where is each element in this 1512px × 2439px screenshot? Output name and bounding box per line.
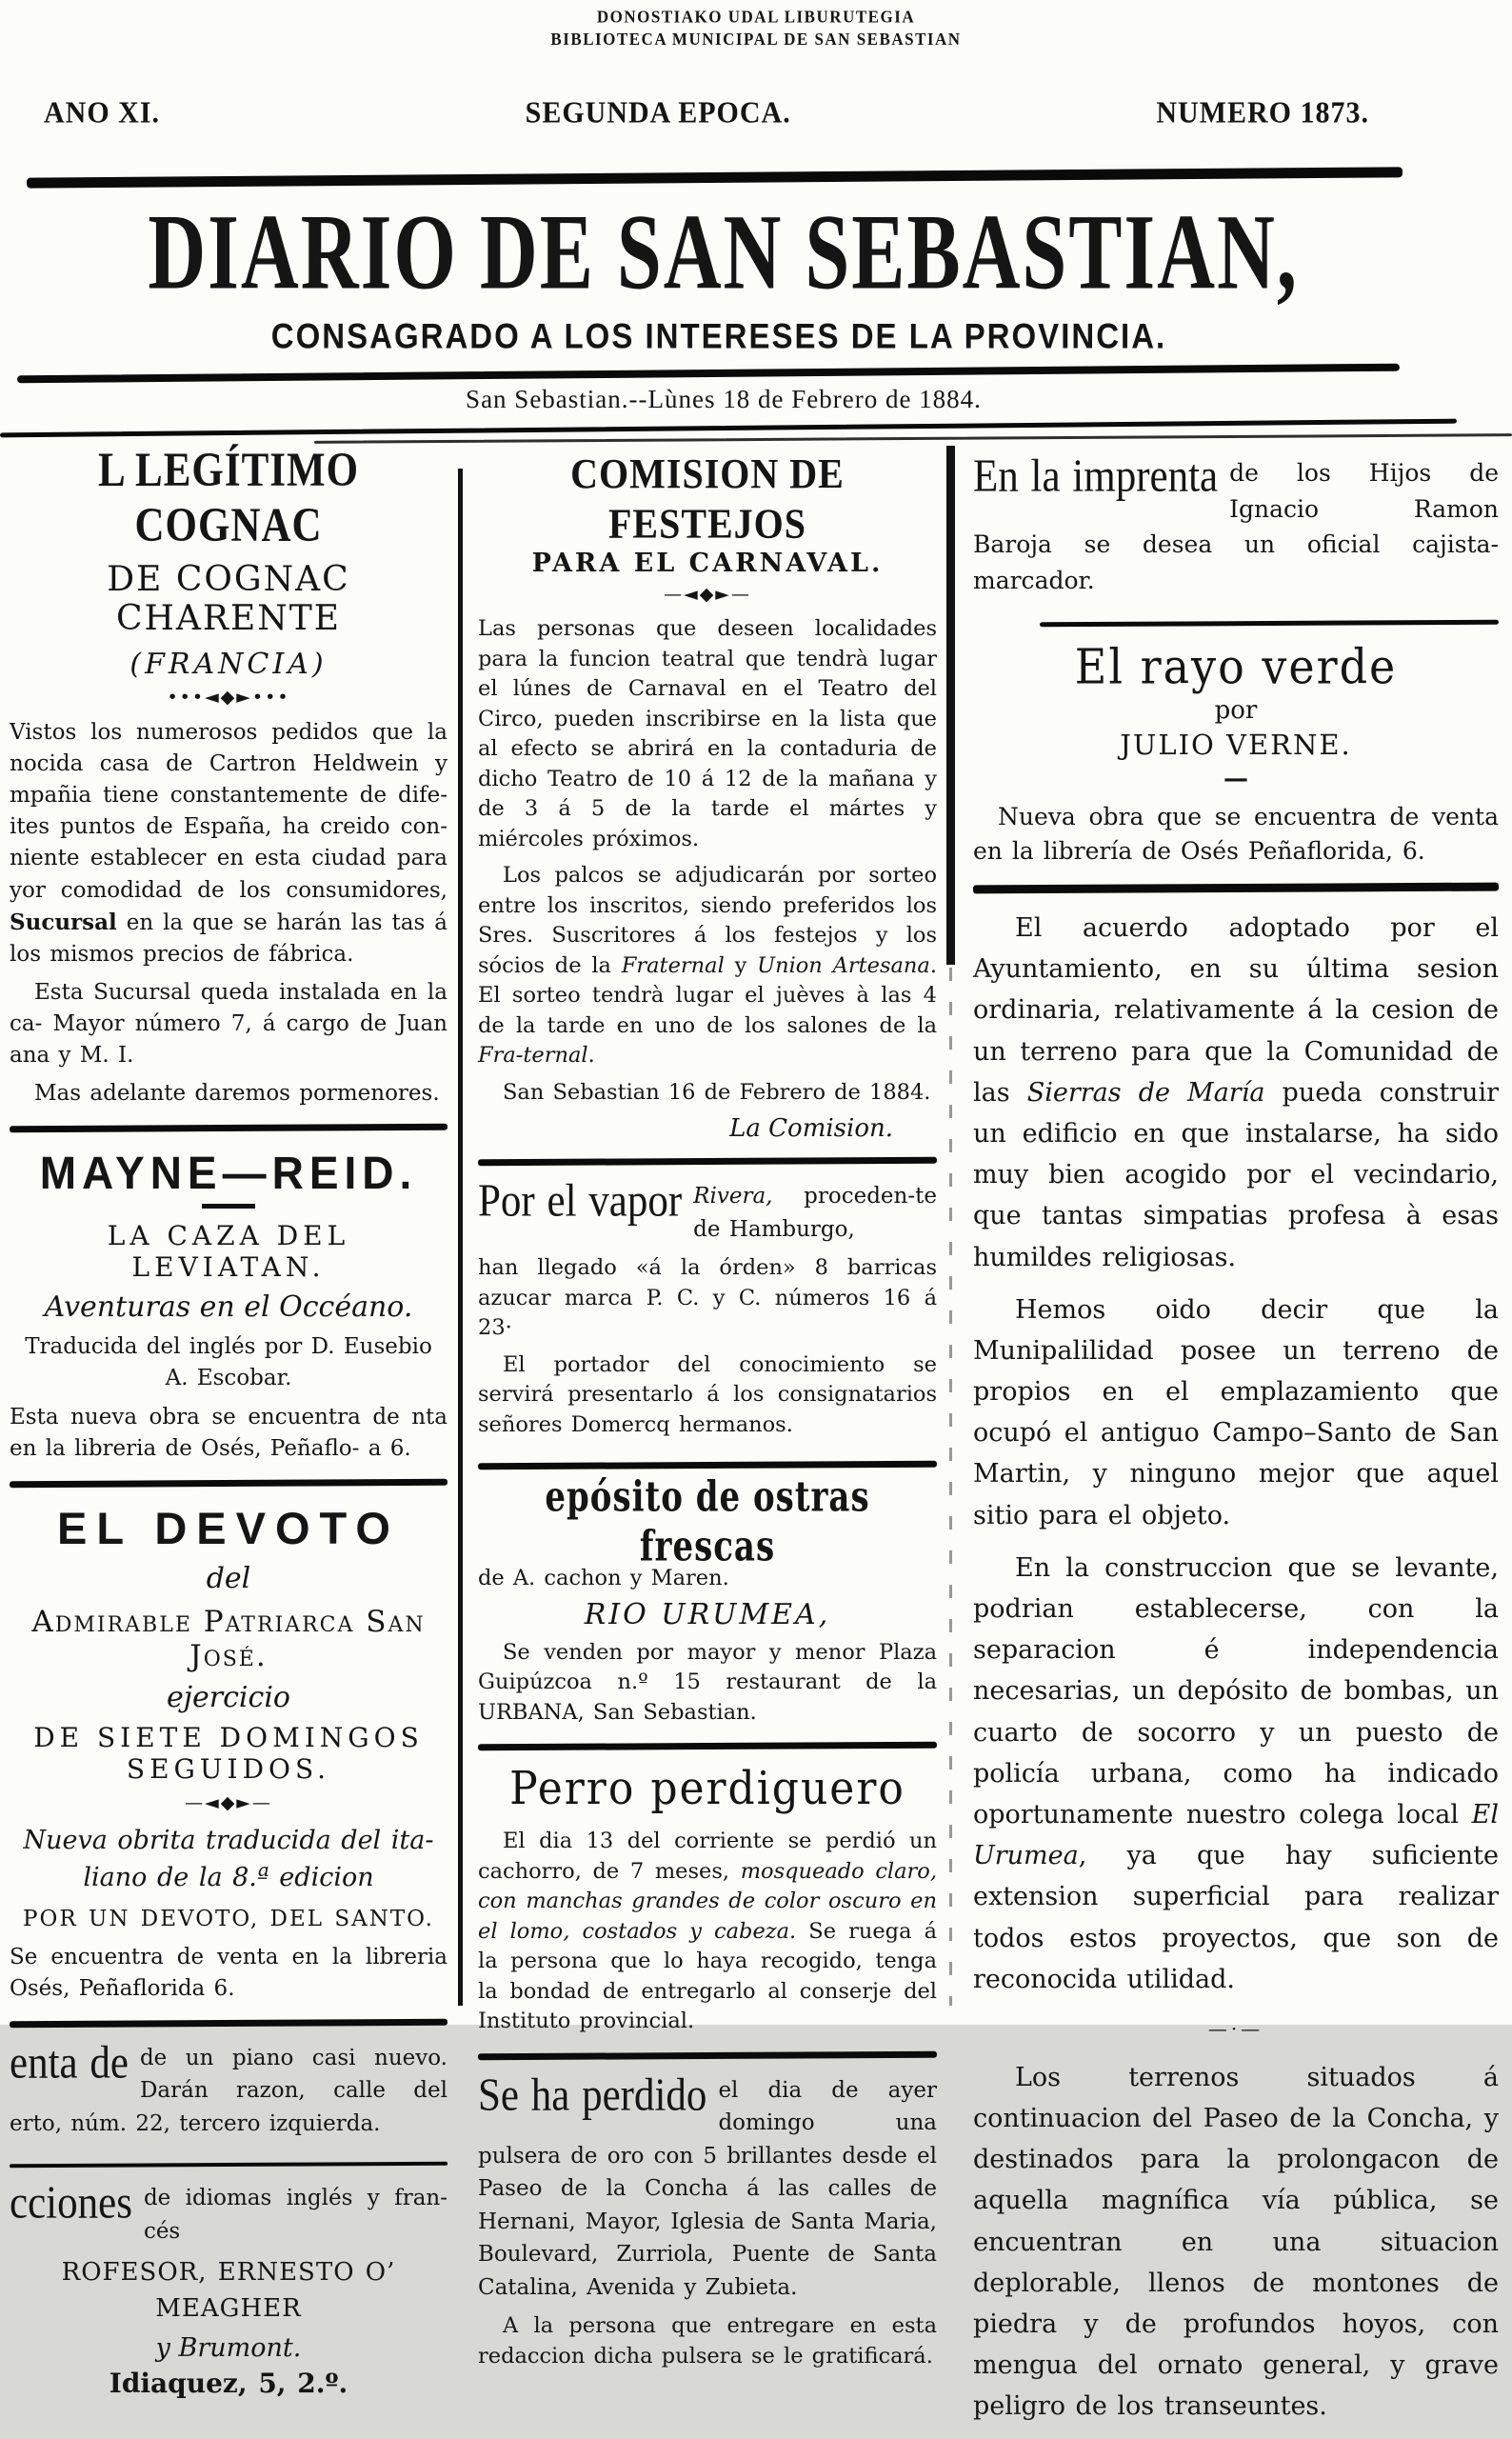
editorial-paragraph: Hemos oido decir que la Munipalilidad posee un terreno de propios en el emplazamiento que ocupó el antiguo Campo–Santo de San Martin, y ninguno mejor que aquel sitio para el objeto. [973,1294,1499,1530]
edition-epoch: SEGUNDA EPOCA. [525,96,791,130]
article-mayne-paragraph: Traducida del inglés por D. Eusebio A. Escobar. [25,1334,432,1391]
article-mayne-paragraph: Esta nueva obra se encuentra de nta en la libreria de Osés, Peñaflo- a 6. [10,1404,448,1461]
article-cognac-paragraph [10,717,448,970]
dash-divider: — [1224,765,1248,793]
middle-column [478,448,937,2378]
article-separator-rule [10,1124,448,1132]
editorial-paragraph [973,908,1499,1278]
library-stamp [0,7,1512,50]
edition-row [44,96,1369,130]
article-rayo-author: JULIO VERNE. [1120,729,1352,761]
article-vapor-paragraph: han llegado «á la órden» 8 barricas azucar marca P. C. y C. números 16 á 23· [478,1255,937,1340]
article-comision-subhead: PARA EL CARNAVAL. [531,549,884,578]
lead-in-text: cciones [10,2178,132,2229]
text-run-italic: Union Artesana [757,952,930,978]
article-imprenta-paragraph [973,451,1499,598]
text-run-bold: Sucursal [10,909,117,935]
article-mayne-headline: MAYNE—REID. [39,1147,418,1199]
article-separator-rule [10,2019,448,2028]
article-cognac-subhead: DE COGNAC CHARENTE [107,560,350,638]
text-run-italic: El Urumea [973,1799,1499,1871]
article-pulsera-paragraph: A la persona que entregare en esta redaccion dicha pulsera se le gratificará. [478,2313,937,2369]
text-run: Vistos los numerosos pedidos que la nocida casa de Cartron Heldwein y mpañia tiene constantemente de dife-ites puntos de España, ha creido con-niente establecer en esta ciudad para yor comodidad de los consumidores, [10,720,448,903]
article-separator-rule [478,1742,937,1751]
article-rayo-por: por [1214,696,1258,725]
text-run-italic: mosqueado claro, con manchas grandes de color oscuro en el lomo, costados y cabeza. [478,1858,937,1944]
text-run: Se ruega á la persona que lo haya recogido, tenga la bondad de entregarlo al conserje del Instituto provincial. [478,1918,937,2033]
article-cognac-origin: (FRANCIA) [129,648,328,681]
mini-rule [202,1204,255,1209]
text-run: En la construccion que se levante, podrian establecerse, con la separacion é independencia necesarias, un depósito de bombas, un cuarto de socorro y un puesto de policía urbana, como ha indicado oportunamente nuestro colega local [973,1552,1499,1829]
article-mayne-reid [10,1147,448,1464]
column-divider-dotted [949,968,952,2006]
ornament-divider: —◄◆►— [664,584,751,605]
article-devoto-paragraph: Se encuentra de venta en la libreria Osés, Peñaflorida 6. [10,1944,448,2001]
article-comision-dateline: San Sebastian 16 de Febrero de 1884. [503,1079,931,1105]
article-separator-rule [1040,620,1499,628]
right-column [973,448,1499,2439]
article-lessons-address: Idiaquez, 5, 2.º. [109,2368,348,2400]
ornament-divider: —◄◆►— [185,1791,272,1813]
article-separator-rule [973,883,1499,894]
article-devoto-domingos: DE SIETE DOMINGOS SEGUIDOS. [33,1721,424,1785]
ornament-divider: •••◄◆►••• [167,687,290,708]
article-cognac-paragraph: Esta Sucursal queda instalada en la ca- Mayor número 7, á cargo de Juan ana y M. I. [10,979,448,1069]
text-run-italic: Fraternal [621,952,725,978]
text-run: de un piano casi nuevo. Darán razon, calle del erto, núm. 22, tercero izquierda. [10,2045,448,2136]
article-mayne-subhead: LA CAZA DEL LEVIATAN. [107,1220,350,1284]
article-vapor-paragraph [478,1176,937,1246]
text-run: el dia de ayer domingo una pulsera de oro con 5 brillantes desde el Paseo de la Concha á las calles de Hernani, Mayor, Iglesia de Santa Maria, Boulevard, Zurriola, Puente de Santa Catalina, Avenida y Zubieta. [478,2077,937,2300]
lead-in-text: enta de [10,2037,129,2089]
ship-name-italic: Rivera, [693,1184,773,1209]
article-vapor-paragraph: El portador del conocimiento se servirá presentarlo á los consignatarios señores Domercq hermanos. [478,1351,937,1437]
lead-in-text: Por el vapor [478,1176,683,1227]
article-cognac-paragraph: Mas adelante daremos pormenores. [34,1081,440,1107]
article-imprenta [973,451,1499,606]
text-run: . [587,1043,595,1068]
article-lessons-brumont: y Brumont. [155,2333,302,2364]
horizontal-rule [17,364,1400,384]
article-ostras [478,1472,937,1728]
text-run: , ya que hay suficiente extension superficial para realizar todos estos proyectos, que son de reconocida utilidad. [973,1841,1499,1994]
text-run: y [724,952,758,978]
article-devoto-patriarca: Admirable Patriarca San José. [31,1604,426,1673]
article-comision-headline: COMISION DE FESTEJOS [570,449,845,548]
text-run: . El sorteo tendrà lugar el juèves à las 4 de la tarde en uno de los salones de la [478,952,937,1038]
article-cognac-headline: L LEGÍTIMO COGNAC [97,444,360,552]
article-separator-rule [10,1479,448,1488]
article-piano-sale [10,2037,448,2149]
article-ostras-owner: de A. cachon y Maren. [478,1566,729,1590]
library-stamp-line1: DONOSTIAKO UDAL LIBURUTEGIA [596,7,916,27]
column-divider [946,446,955,965]
article-separator-rule [478,1157,937,1167]
article-lessons-paragraph [10,2178,448,2248]
article-separator-rule [478,2050,937,2060]
editorial-paragraph [973,1548,1499,2000]
text-run: Los palcos se adjudicarán por sorteo entre los inscritos, siendo preferidos los Sres. Suscritores á los festejos y los sócios de la [478,863,937,978]
article-vapor [478,1176,937,1447]
article-devoto-paragraph: POR UN DEVOTO, DEL SANTO. [22,1906,434,1931]
text-run: El acuerdo adoptado por el Ayuntamiento, en su última sesion ordinaria, relativamente á la cesion de un terreno para que la Comunidad de las [973,913,1499,1108]
text-run-italic: Sierras de María [1026,1077,1265,1108]
article-rayo-paragraph: Nueva obra que se encuentra de venta en la librería de Osés Peñaflorida, 6. [973,803,1499,865]
lead-in-text: En la imprenta [973,451,1219,502]
library-stamp-line2: BIBLIOTECA MUNICIPAL DE SAN SEBASTIAN [550,30,962,50]
article-devoto [10,1502,448,2005]
article-ostras-paragraph: Se venden por mayor y menor Plaza Guipúzcoa n.º 15 restaurant de la URBANA, San Sebastian. [478,1639,937,1725]
article-comision-signature: La Comision. [729,1114,893,1143]
text-run-italic: Fra-ternal [478,1043,588,1068]
editorial-paragraph: Los terrenos situados á continuacion del Paseo de la Concha, y destinados para la prolongacon de aquella magnífica vía pública, se encuentran en una situacion deplorable, llenos de montones de piedra y de profundos hoyos, con mengua del ornato general, y grave peligro de los transeuntes. [973,2062,1499,2422]
dateline: San Sebastian.--Lùnes 18 de Febrero de 1884. [466,385,982,413]
article-pulsera-paragraph [478,2069,937,2305]
article-devoto-paragraph: Nueva obrita traducida del ita- liano de la 8.ª edicion [23,1825,434,1892]
article-piano-paragraph [10,2037,448,2141]
column-divider [458,469,463,2006]
section-divider: —·— [1207,2016,1264,2040]
article-perro-paragraph [478,1827,937,2037]
article-ostras-rio: RIO URUMEA, [584,1597,831,1631]
text-run: en la que se harán las tas á los mismos precios de fábrica. [10,910,448,967]
edition-number: NUMERO 1873. [1156,96,1369,130]
article-devoto-ejercicio: ejercicio [166,1680,290,1714]
article-rayo-headline: El rayo verde [1074,638,1398,695]
article-comision-paragraph [478,861,937,1071]
newspaper-subtitle: CONSAGRADO A LOS INTERESES DE LA PROVINCIA. [270,315,1167,356]
article-ostras-headline: epósito de ostras frescas [545,1472,870,1571]
article-mayne-subtitle: Aventuras en el Occéano. [44,1290,413,1325]
article-comision [478,449,937,1143]
article-editorial [973,908,1499,2428]
masthead [29,189,1419,312]
lead-in-text: Se ha perdido [478,2069,707,2121]
horizontal-rule [314,433,1512,444]
text-run: proceden-te de Hamburgo, [693,1184,937,1242]
newspaper-title: DIARIO DE SAN SEBASTIAN, [148,190,1300,312]
article-rayo-verde [973,638,1499,869]
article-cognac [10,444,448,1110]
edition-year: ANO XI. [44,96,161,130]
article-perro [478,1762,937,2037]
text-run: de idiomas inglés y fran- cés [143,2186,448,2244]
article-lessons [10,2178,448,2405]
article-separator-rule [10,2162,448,2168]
text-run: El dia 13 del corriente se perdió un cachorro, de 7 meses, [478,1829,937,1884]
left-column [10,444,448,2406]
text-run: pueda construir un edificio en que instalarse, ha sido muy bien acogido por el vecindario, que tantas simpatias profesa à esas humildes religiosas. [973,1077,1500,1272]
article-perro-headline: Perro perdiguero [509,1762,905,1816]
article-lessons-professor: ROFESOR, ERNESTO O’ MEAGHER [61,2258,396,2323]
article-comision-paragraph: Las personas que deseen localidades para la funcion teatral que tendrà lugar el lúnes de Carnaval en el Teatro del Circo, pueden inscribirse en la lista que al efecto se abrirá en la contaduria de dicho Teatro de 10 á 12 de la mañana y de 3 á 5 de la tarde el mártes y miércoles próximos. [478,616,937,851]
text-run: de los Hijos de Ignacio Ramon Baroja se desea un oficial cajista-marcador. [973,459,1499,594]
article-devoto-headline: EL DEVOTO [57,1502,400,1553]
article-pulsera [478,2069,937,2379]
horizontal-rule [27,167,1403,188]
article-separator-rule [478,1461,937,1470]
article-devoto-del: del [206,1561,251,1595]
